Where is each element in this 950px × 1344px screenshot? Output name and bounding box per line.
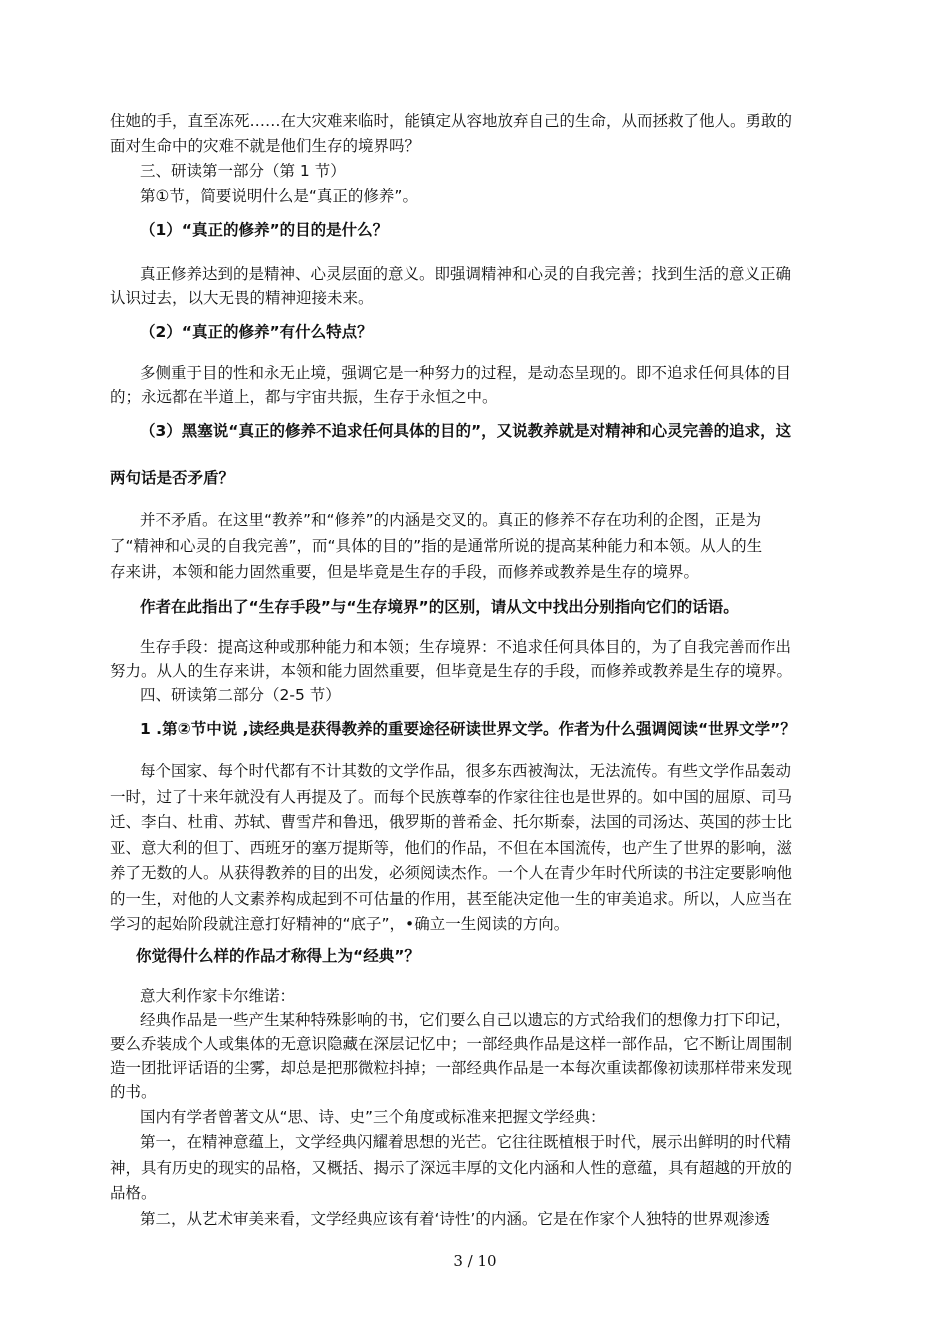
text-line: 每个国家、每个时代都有不计其数的文学作品，很多东西被淘汰，无法流传。有些文学作品轰动: [140, 762, 792, 780]
text-line: 经典作品是一些产生某种特殊影响的书，它们要么自己以遗忘的方式给我们的想像力打下印记，: [140, 1011, 792, 1029]
text-line: 认识过去，以大无畏的精神迎接未来。: [110, 289, 374, 307]
text-line: 努力。从人的生存来讲，本领和能力固然重要，但毕竟是生存的手段，而修养或教养是生存的境界。: [110, 662, 793, 680]
question-heading: （2）“真正的修养”有什么特点？: [140, 323, 373, 341]
text-line: 面对生命中的灾难不就是他们生存的境界吗？: [110, 137, 421, 155]
text-line: 真正修养达到的是精神、心灵层面的意义。即强调精神和心灵的自我完善；找到生活的意义正确: [140, 265, 792, 283]
question-heading: （1）“真正的修养”的目的是什么？: [140, 221, 389, 239]
text-line: 意大利作家卡尔维诺：: [140, 987, 296, 1005]
text-line: 亚、意大利的但丁、西班牙的塞万提斯等，他们的作品，不但在本国流传，也产生了世界的影响，滋: [110, 839, 793, 857]
text-line: 住她的手，直至冻死……在大灾难来临时，能镇定从容地放弃自己的生命，从而拯救了他人。勇敢的: [110, 112, 793, 130]
question-heading: 1 .第②节中说 ,读经典是获得教养的重要途径研读世界文学。作者为什么强调阅读“世界文学”？: [140, 720, 796, 738]
text-line: 的；永远都在半道上，都与宇宙共振，生存于永恒之中。: [110, 388, 498, 406]
text-line: 迁、李白、杜甫、苏轼、曹雪芹和鲁迅，俄罗斯的普希金、托尔斯泰，法国的司汤达、英国的莎士比: [110, 813, 793, 831]
question-heading: 两句话是否矛盾？: [110, 469, 235, 487]
text-line: 第一，在精神意蕴上，文学经典闪耀着思想的光芒。它往往既植根于时代，展示出鲜明的时代精: [140, 1133, 792, 1151]
question-heading: （3）黑塞说“真正的修养不追求任何具体的目的”，又说教养就是对精神和心灵完善的追求，这: [140, 422, 792, 440]
section-heading: 四、研读第二部分（2-5 节）: [140, 686, 341, 704]
question-heading: 你觉得什么样的作品才称得上为“经典”？: [136, 947, 420, 965]
text-line: 的书。: [110, 1083, 157, 1101]
text-line: 生存手段：提高这种或那种能力和本领；生存境界：不追求任何具体目的，为了自我完善而作出: [140, 638, 792, 656]
text-line: 的一生，对他的人文素养构成起到不可估量的作用，甚至能决定他一生的审美追求。所以，人应当在: [110, 890, 793, 908]
text-line: 国内有学者曾著文从“思、诗、史”三个角度或标准来把握文学经典：: [140, 1108, 606, 1126]
text-line: 多侧重于目的性和永无止境，强调它是一种努力的过程，是动态呈现的。即不追求任何具体的目: [140, 364, 792, 382]
text-line: 了“精神和心灵的自我完善”，而“具体的目的”指的是通常所说的提高某种能力和本领。从人的生: [110, 537, 763, 555]
text-line: 第①节，简要说明什么是“真正的修养”。: [140, 187, 418, 205]
section-heading: 三、研读第一部分（第 1 节）: [140, 162, 346, 180]
text-line: 品格。: [110, 1184, 157, 1202]
text-line: 要么乔装成个人或集体的无意识隐藏在深层记忆中；一部经典作品是这样一部作品，它不断让周围制: [110, 1035, 793, 1053]
text-line: 一时，过了十来年就没有人再提及了。而每个民族尊奉的作家往往也是世界的。如中国的屈原、司马: [110, 788, 793, 806]
text-line: 养了无数的人。从获得教养的目的出发，必须阅读杰作。一个人在青少年时代所读的书注定要影响他: [110, 864, 793, 882]
text-line: 存来讲，本领和能力固然重要，但是毕竟是生存的手段，而修养或教养是生存的境界。: [110, 563, 700, 581]
text-line: 第二，从艺术审美来看，文学经典应该有着‘诗性’的内涵。它是在作家个人独特的世界观渗透: [140, 1210, 770, 1228]
text-line: 神，具有历史的现实的品格，又概括、揭示了深远丰厚的文化内涵和人性的意蕴，具有超越的开放的: [110, 1159, 793, 1177]
question-heading: 作者在此指出了“生存手段”与“生存境界”的区别，请从文中找出分别指向它们的话语。: [140, 598, 739, 616]
text-line: 学习的起始阶段就注意打好精神的“底子”，•确立一生阅读的方向。: [110, 915, 570, 933]
text-line: 并不矛盾。在这里“教养”和“修养”的内涵是交叉的。真正的修养不存在功利的企图，正是为: [140, 511, 762, 529]
text-line: 造一团批评话语的尘雾，却总是把那微粒抖掉；一部经典作品是一本每次重读都像初读那样带来发现: [110, 1059, 793, 1077]
page-number: 3 / 10: [453, 1252, 497, 1270]
